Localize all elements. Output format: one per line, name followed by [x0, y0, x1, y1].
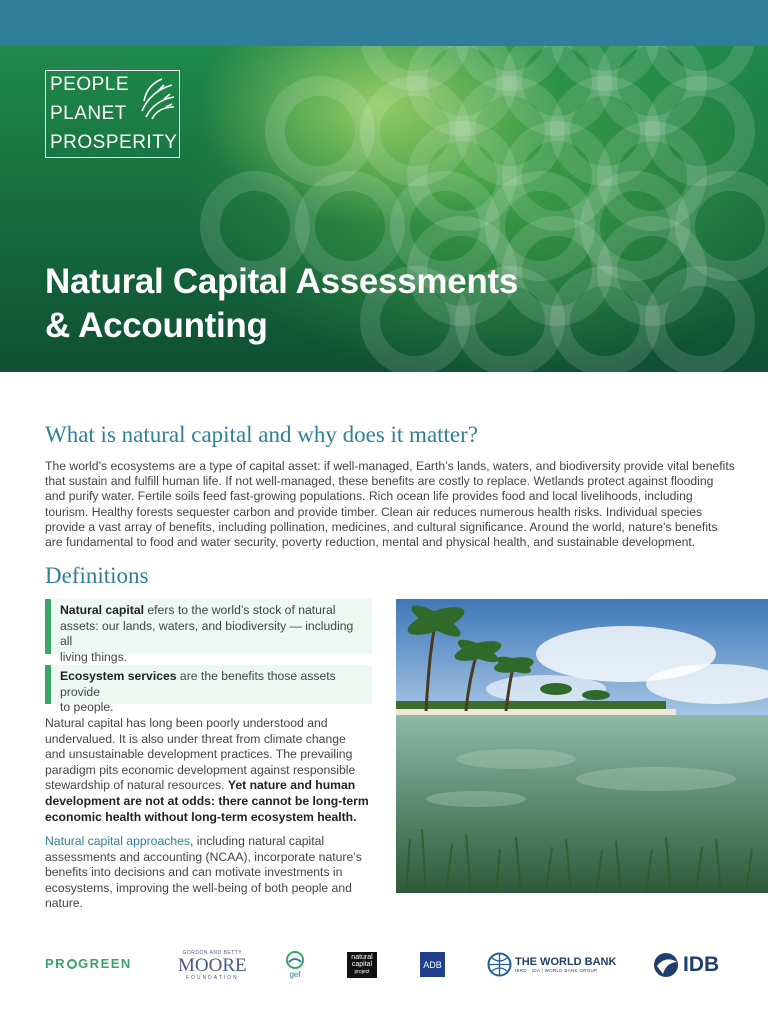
logo-word-planet: PLANET: [50, 103, 127, 124]
intro-line: The world’s ecosystems are a type of capital asset: if well-managed, Earth’s lands, waters, and biodiversity provide vital benefits: [45, 459, 735, 473]
definition-ecosystem-services: Ecosystem services are the benefits those assets provide to people.: [45, 665, 372, 704]
globe-leaf-icon: [138, 77, 176, 121]
adb-logo: ADB: [420, 952, 445, 977]
body-paragraph-2: Natural capital approaches, including natural capital assessments and accounting (NCAA), incorporate nature’s benefits into decisions and can motivate investments in ecosystems, improving the well-being of both people and nature.: [45, 834, 362, 911]
section-heading-natural-capital: What is natural capital and why does it matter?: [45, 422, 479, 447]
top-color-bar: [0, 0, 768, 46]
logo-word-prosperity: PROSPERITY: [50, 132, 178, 153]
people-planet-prosperity-logo: [45, 70, 180, 158]
intro-line: are fundamental to food and water security, poverty reduction, mental and physical health, and sustainable development.: [45, 535, 696, 550]
title-line-2: & Accounting: [45, 306, 268, 345]
natural-capital-project-logo: natural capital project: [347, 952, 377, 978]
gef-logo: gef: [285, 950, 305, 979]
title-line-1: Natural Capital Assessments: [45, 262, 519, 301]
section-heading-definitions: Definitions: [45, 563, 149, 588]
leaf-circle-icon: [67, 959, 77, 969]
intro-line: provide a vast array of benefits, including pollination, medicines, and cultural significance. Around the world, nature’s benefits: [45, 519, 718, 534]
world-bank-globe-icon: [487, 952, 512, 977]
idb-emblem-icon: [653, 952, 681, 978]
moore-foundation-logo: GORDON AND BETTY MOORE FOUNDATION: [178, 950, 247, 981]
page-title: [45, 260, 518, 348]
definition-term: Natural capital: [60, 603, 144, 617]
intro-line: and purify water. Fertile soils feed fast-growing populations. Rich ocean life provides food and local livelihoods, including: [45, 489, 693, 504]
definition-natural-capital: Natural capital efers to the world’s stock of natural assets: our lands, waters, and biodiversity — including all living things.: [45, 599, 372, 654]
natural-capital-approaches-link[interactable]: Natural capital approaches: [45, 834, 190, 848]
intro-line: tourism. Healthy forests sequester carbon and provide timber. Clean air reduces numerous health risks. Individual species: [45, 504, 703, 519]
logo-word-people: PEOPLE: [50, 74, 130, 95]
gef-globe-icon: [285, 950, 305, 970]
idb-logo: IDB: [653, 952, 719, 978]
intro-line: that sustain and fulfill human life. If not well-managed, these benefits are costly to replace. Wetlands protect against flooding: [45, 474, 714, 489]
hero-banner: [0, 46, 768, 372]
tropical-coast-photo: [396, 599, 768, 893]
body-paragraph-1: Natural capital has long been poorly understood and undervalued. It is also under threat from climate change and unsustainable development practices. The prevailing paradigm pits economic development against responsible stewardship of natural resources. Yet nature and human development are not at odds: there cannot be long-term economic health without long-term ecosystem health.: [45, 716, 369, 824]
definition-term: Ecosystem services: [60, 669, 177, 683]
progreen-logo: PR GREEN: [45, 956, 132, 971]
coastal-scene-illustration: [396, 599, 768, 893]
key-statement: Yet nature and human: [227, 778, 356, 793]
partner-logos-footer: [0, 940, 768, 990]
world-bank-logo: THE WORLD BANK IBRD · IDA | WORLD BANK GROUP: [487, 952, 616, 977]
intro-paragraph: [45, 459, 745, 550]
